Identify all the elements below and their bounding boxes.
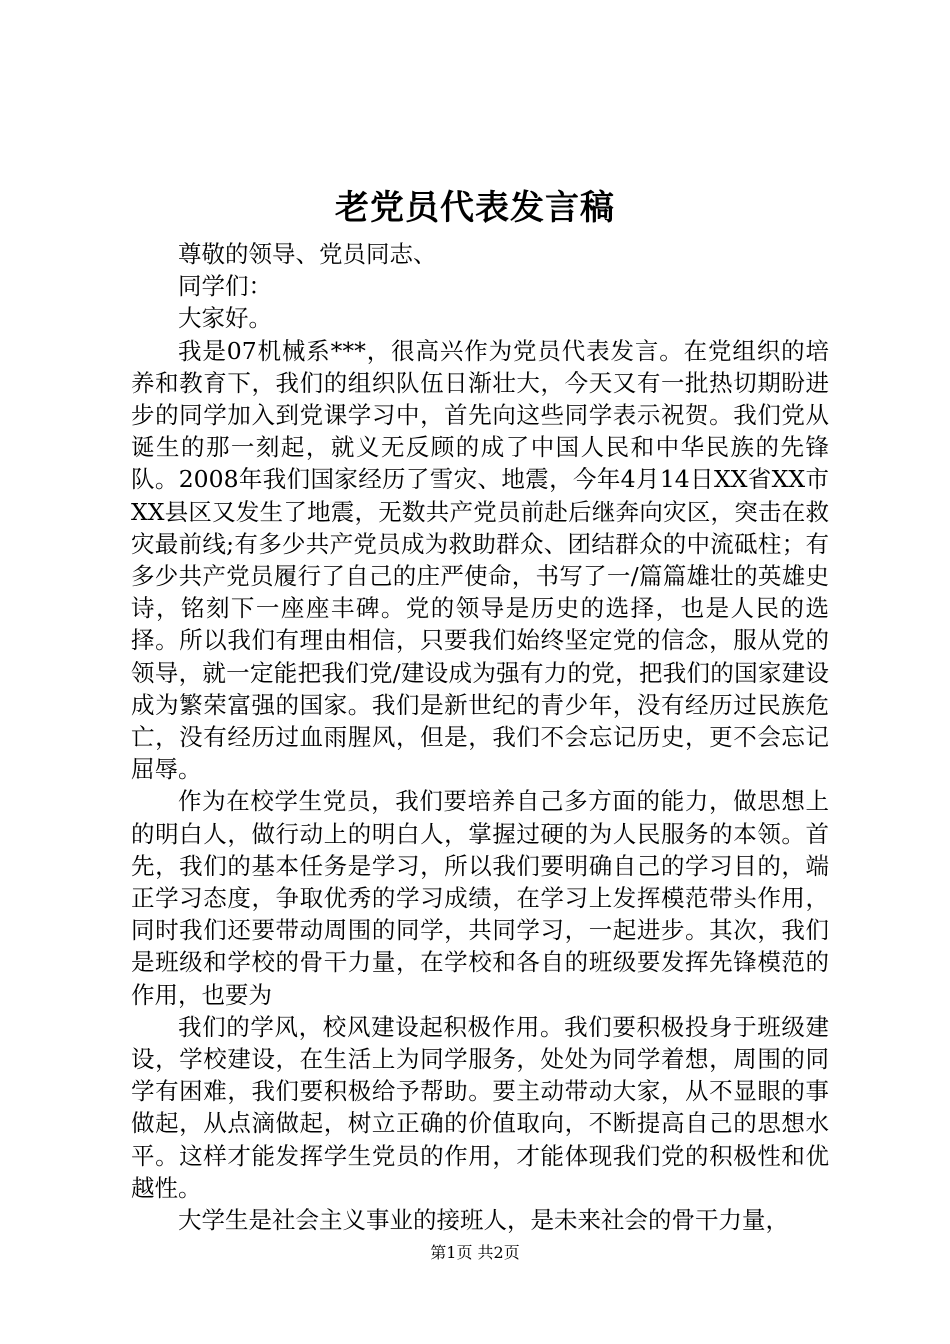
salutation-line-1: 尊敬的领导、党员同志、 xyxy=(178,240,437,268)
document-title: 老党员代表发言稿 xyxy=(335,188,615,228)
body-paragraph: 我是07机械系***，很高兴作为党员代表发言。在党组织的培养和教育下，我们的组织队伍日渐壮大，今天又有一批热切期盼进步的同学加入到党课学习中，首先向这些同学表示祝贺。我们党从诞生的那一刻起，就义无反顾的成了中国人民和中华民族的先锋队。2008年我们国家经历了雪灾、地震，今年4月14日XX省XX市XX县区又发生了地震，无数共产党员前赴后继奔向灾区，突击在救灾最前线;有多少共产党员成为救助群众、团结群众的中流砥柱；有多少共产党员履行了自己的庄严使命，书写了一/篇篇雄壮的英雄史诗，铭刻下一座座丰碑。党的领导是历史的选择，也是人民的选择。所以我们有理由相信，只要我们始终坚定党的信念，服从党的领导，就一定能把我们党/建设成为强有力的党，把我们的国家建设成为繁荣富强的国家。我们是新世纪的青少年，没有经历过民族危亡，没有经历过血雨腥风，但是，我们不会忘记历史，更不会忘记屈辱。 xyxy=(131,336,829,784)
greeting-line: 大家好。 xyxy=(178,304,272,333)
body-paragraph: 我们的学风，校风建设起积极作用。我们要积极投身于班级建设，学校建设，在生活上为同学服务，处处为同学着想，周围的同学有困难，我们要积极给予帮助。要主动带动大家，从不显眼的事做起，从点滴做起，树立正确的价值取向，不断提高自己的思想水平。这样才能发挥学生党员的作用，才能体现我们党的积极性和优越性。 xyxy=(131,1012,829,1202)
salutation-line-2: 同学们： xyxy=(178,272,272,301)
page-number-footer: 第1页 共2页 xyxy=(430,1243,520,1262)
body-paragraph: 作为在校学生党员，我们要培养自己多方面的能力，做思想上的明白人，做行动上的明白人，掌握过硬的为人民服务的本领。首先，我们的基本任务是学习，所以我们要明确自己的学习目的，端正学习态度，争取优秀的学习成绩，在学习上发挥模范带头作用，同时我们还要带动周围的同学，共同学习，一起进步。其次，我们是班级和学校的骨干力量，在学校和各自的班级要发挥先锋模范的作用，也要为 xyxy=(131,787,829,1009)
document-body xyxy=(131,238,829,1236)
body-paragraph: 大学生是社会主义事业的接班人，是未来社会的骨干力量， xyxy=(178,1206,789,1235)
